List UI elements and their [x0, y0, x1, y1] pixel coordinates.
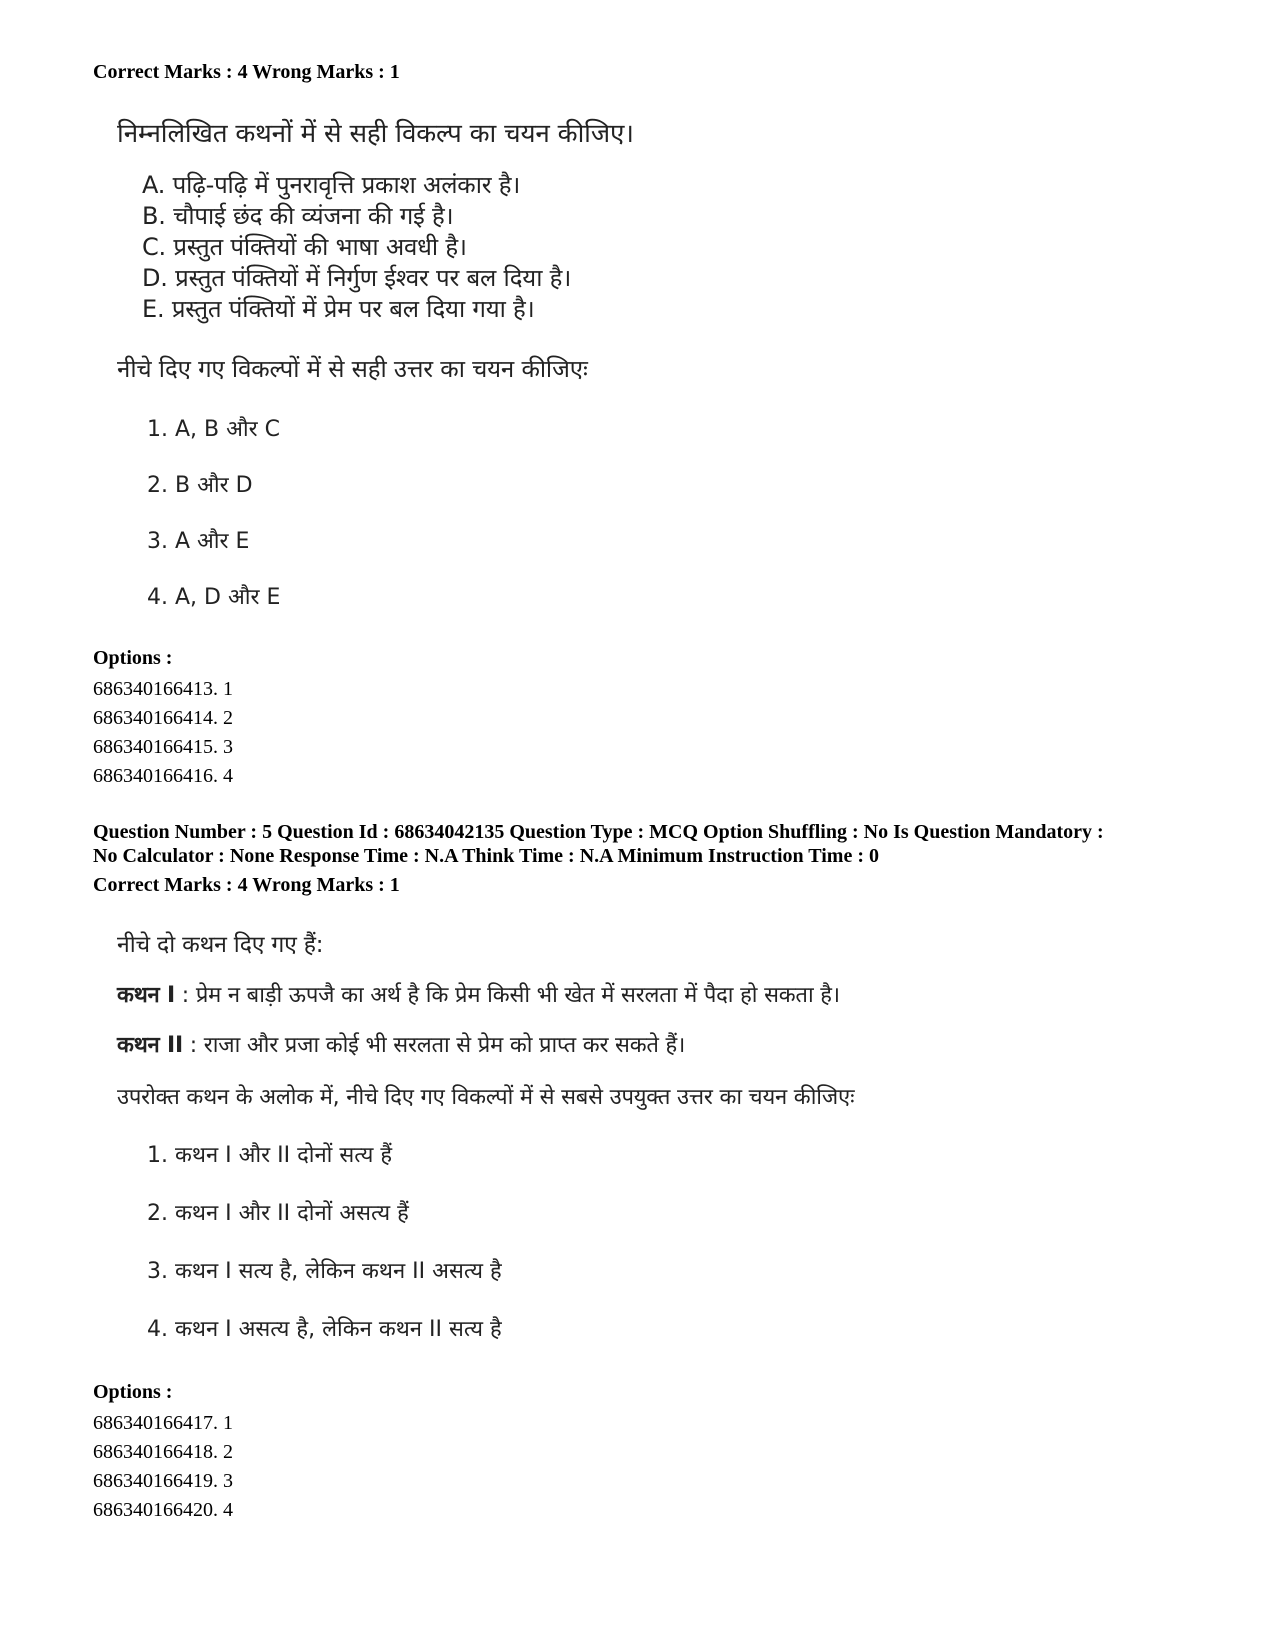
q4-options-list	[93, 675, 233, 791]
q5-statement-1	[117, 979, 840, 1009]
q5-marks: Correct Marks : 4 Wrong Marks : 1	[93, 874, 400, 896]
q4-option-4: 686340166416. 4	[93, 765, 233, 787]
q5-statement-1-label: कथन I	[117, 983, 176, 1008]
q4-option-3: 686340166415. 3	[93, 736, 233, 758]
q5-statement-2-text: : राजा और प्रजा कोई भी सरलता से प्रेम को प्राप्त कर सकते हैं।	[183, 1033, 686, 1058]
q4-option-1: 686340166413. 1	[93, 678, 233, 700]
q4-prompt: निम्नलिखित कथनों में से सही विकल्प का चयन कीजिए।	[117, 119, 634, 149]
q4-options-label: Options :	[93, 647, 173, 669]
q4-statement-c: C. प्रस्तुत पंक्तियों की भाषा अवधी है।	[142, 233, 467, 261]
q4-statement-a: A. पढ़ि-पढ़ि में पुनरावृत्ति प्रकाश अलंकार है।	[142, 171, 521, 199]
q5-choice-1: 1. कथन I और II दोनों सत्य हैं	[147, 1143, 393, 1168]
q5-header-line1: Question Number : 5 Question Id : 68634042135 Question Type : MCQ Option Shuffling : No Is Question Mandatory :	[93, 821, 1104, 843]
q5-statement-1-text: : प्रेम न बाड़ी ऊपजै का अर्थ है कि प्रेम किसी भी खेत में सरलता में पैदा हो सकता है।	[175, 983, 840, 1008]
q5-instruction: उपरोक्त कथन के अलोक में, नीचे दिए गए विकल्पों में से सबसे उपयुक्त उत्तर का चयन कीजिएः	[117, 1085, 855, 1110]
q4-statement-b: B. चौपाई छंद की व्यंजना की गई है।	[142, 202, 454, 230]
q5-statement-2	[117, 1029, 685, 1059]
q4-instruction: नीचे दिए गए विकल्पों में से सही उत्तर का चयन कीजिएः	[117, 355, 588, 383]
q5-choice-2: 2. कथन I और II दोनों असत्य हैं	[147, 1201, 409, 1226]
q4-choice-3: 3. A और E	[147, 529, 250, 554]
q5-statement-2-label: कथन II	[117, 1033, 183, 1058]
q4-choice-1: 1. A, B और C	[147, 417, 280, 442]
q4-statement-d: D. प्रस्तुत पंक्तियों में निर्गुण ईश्वर पर बल दिया है।	[142, 264, 572, 292]
q5-choice-4: 4. कथन I असत्य है, लेकिन कथन II सत्य है	[147, 1317, 502, 1342]
q5-option-2: 686340166418. 2	[93, 1441, 233, 1463]
q4-statement-e: E. प्रस्तुत पंक्तियों में प्रेम पर बल दिया गया है।	[142, 295, 535, 323]
q5-option-4: 686340166420. 4	[93, 1499, 233, 1521]
q5-intro: नीचे दो कथन दिए गए हैं:	[117, 932, 324, 958]
q4-marks: Correct Marks : 4 Wrong Marks : 1	[93, 61, 400, 83]
q4-option-2: 686340166414. 2	[93, 707, 233, 729]
q5-option-3: 686340166419. 3	[93, 1470, 233, 1492]
q5-option-1: 686340166417. 1	[93, 1412, 233, 1434]
q4-choice-4: 4. A, D और E	[147, 585, 281, 610]
q5-header-line2: No Calculator : None Response Time : N.A Think Time : N.A Minimum Instruction Time : 0	[93, 845, 879, 867]
q4-choice-2: 2. B और D	[147, 473, 253, 498]
q4-statements	[142, 170, 571, 325]
q5-options-label: Options :	[93, 1381, 173, 1403]
q5-choice-3: 3. कथन I सत्य है, लेकिन कथन II असत्य है	[147, 1259, 502, 1284]
q5-options-list	[93, 1409, 233, 1525]
